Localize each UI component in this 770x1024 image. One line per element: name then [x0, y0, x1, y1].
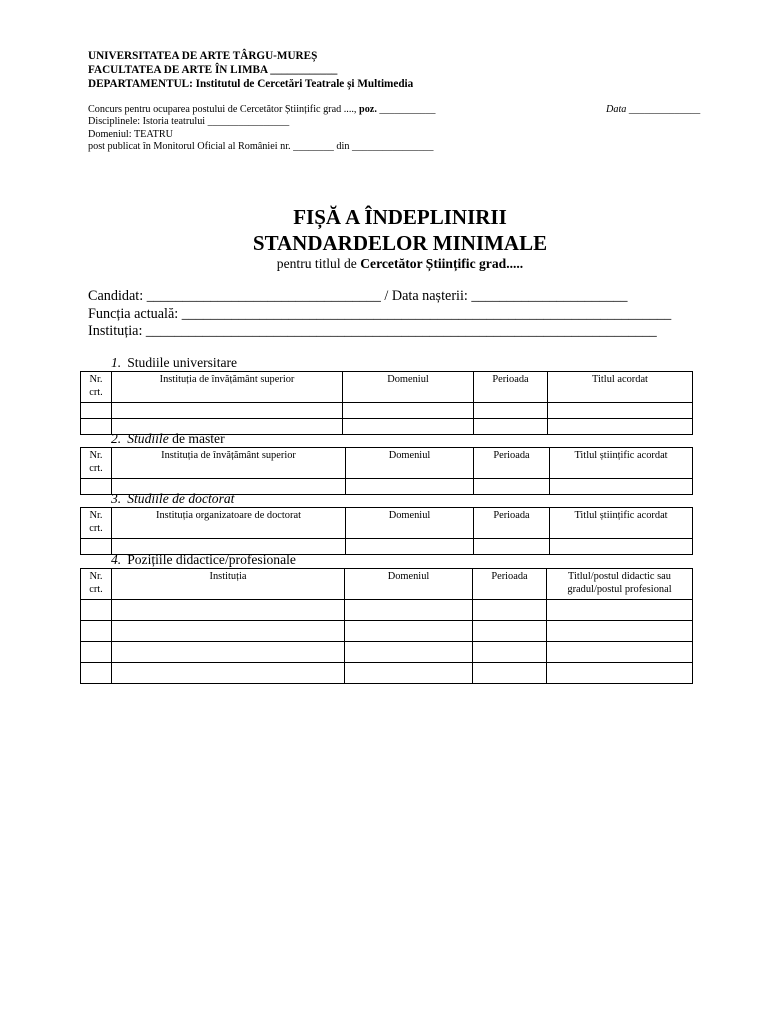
col-institution: Instituția organizatoare de doctorat: [112, 508, 346, 539]
table-header-row: [81, 569, 693, 600]
doctorate-table: [80, 507, 693, 555]
col-period: Perioada: [473, 569, 547, 600]
section-number: 2.: [111, 431, 122, 446]
section-3-heading: [111, 491, 234, 507]
section-1-heading: [111, 355, 237, 371]
subtitle-prefix: pentru titlul de: [276, 256, 361, 271]
col-title: Titlul acordat: [548, 372, 693, 403]
col-title: Titlul/postul didactic sau gradul/postul profesional: [547, 569, 693, 600]
col-nr: Nr. crt.: [81, 569, 112, 600]
form-title-line2: STANDARDELOR MINIMALE: [252, 231, 548, 255]
university-name: UNIVERSITATEA DE ARTE TÂRGU-MUREȘ: [88, 50, 318, 62]
studies-table: [80, 371, 693, 435]
col-nr: Nr. crt.: [81, 372, 112, 403]
table-header-row: [81, 372, 693, 403]
contest-blank: ___________: [376, 104, 436, 115]
contest-text: Concurs pentru ocuparea postului de Cercetător Științific grad ....,: [88, 104, 357, 115]
date-label: Data: [606, 104, 627, 115]
disciplines-line: Disciplinele: Istoria teatrului ________________: [88, 116, 290, 128]
col-period: Perioada: [474, 508, 550, 539]
section-title: Pozițiile didactice/profesionale: [127, 552, 296, 567]
table-row[interactable]: [81, 621, 693, 642]
col-period: Perioada: [474, 372, 548, 403]
section-2-heading: [111, 431, 225, 447]
section-number: 3.: [111, 491, 122, 506]
section-title-italic: Studiile: [127, 431, 169, 446]
col-nr: Nr. crt.: [81, 508, 112, 539]
position-field[interactable]: Funcția actuală: _____________________________________________________________________: [88, 306, 672, 322]
section-4-heading: [111, 552, 296, 568]
col-institution: Instituția de învățământ superior: [112, 372, 343, 403]
table-row[interactable]: [81, 642, 693, 663]
col-title: Titlul științific acordat: [550, 448, 693, 479]
contest-line: [88, 104, 435, 116]
table-row[interactable]: [81, 663, 693, 684]
contest-info: [88, 104, 435, 153]
institution-header: [88, 49, 413, 91]
col-title: Titlul științific acordat: [550, 508, 693, 539]
faculty-name: FACULTATEA DE ARTE ÎN LIMBA ____________: [88, 64, 338, 76]
institution-field[interactable]: Instituția: ________________________________________________________________________: [88, 323, 657, 339]
candidate-field[interactable]: Candidat: _________________________________ / Data nașterii: ______________________: [88, 288, 628, 304]
form-subtitle: [0, 256, 770, 272]
subtitle-bold: Cercetător Științific grad.....: [360, 256, 524, 271]
table-header-row: [81, 448, 693, 479]
department-name: DEPARTAMENTUL: Institutul de Cercetări Teatrale și Multimedia: [88, 78, 414, 90]
col-nr: Nr. crt.: [81, 448, 112, 479]
col-domain: Domeniul: [345, 569, 473, 600]
date-blank: ______________: [626, 104, 701, 115]
date-field: [606, 104, 700, 115]
domain-line: Domeniul: TEATRU: [88, 128, 173, 140]
section-number: 4.: [111, 552, 122, 567]
section-title-rest: de master: [168, 431, 225, 446]
publication-line: post publicat în Monitorul Oficial al României nr. ________ din ________________: [88, 140, 434, 152]
col-domain: Domeniul: [343, 372, 474, 403]
col-institution: Instituția: [112, 569, 345, 600]
col-domain: Domeniul: [346, 448, 474, 479]
positions-table: [80, 568, 693, 684]
section-title: Studiile universitare: [127, 355, 238, 370]
col-institution: Instituția de învățământ superior: [112, 448, 346, 479]
col-period: Perioada: [474, 448, 550, 479]
table-row[interactable]: [81, 403, 693, 419]
form-title-line1: FIȘĂ A ÎNDEPLINIRII: [293, 205, 507, 229]
contest-poz: poz.: [359, 104, 377, 115]
section-title-italic: Studiile de doctorat: [127, 491, 235, 506]
master-table: [80, 447, 693, 495]
table-header-row: [81, 508, 693, 539]
table-row[interactable]: [81, 600, 693, 621]
col-domain: Domeniul: [346, 508, 474, 539]
section-number: 1.: [111, 355, 122, 370]
